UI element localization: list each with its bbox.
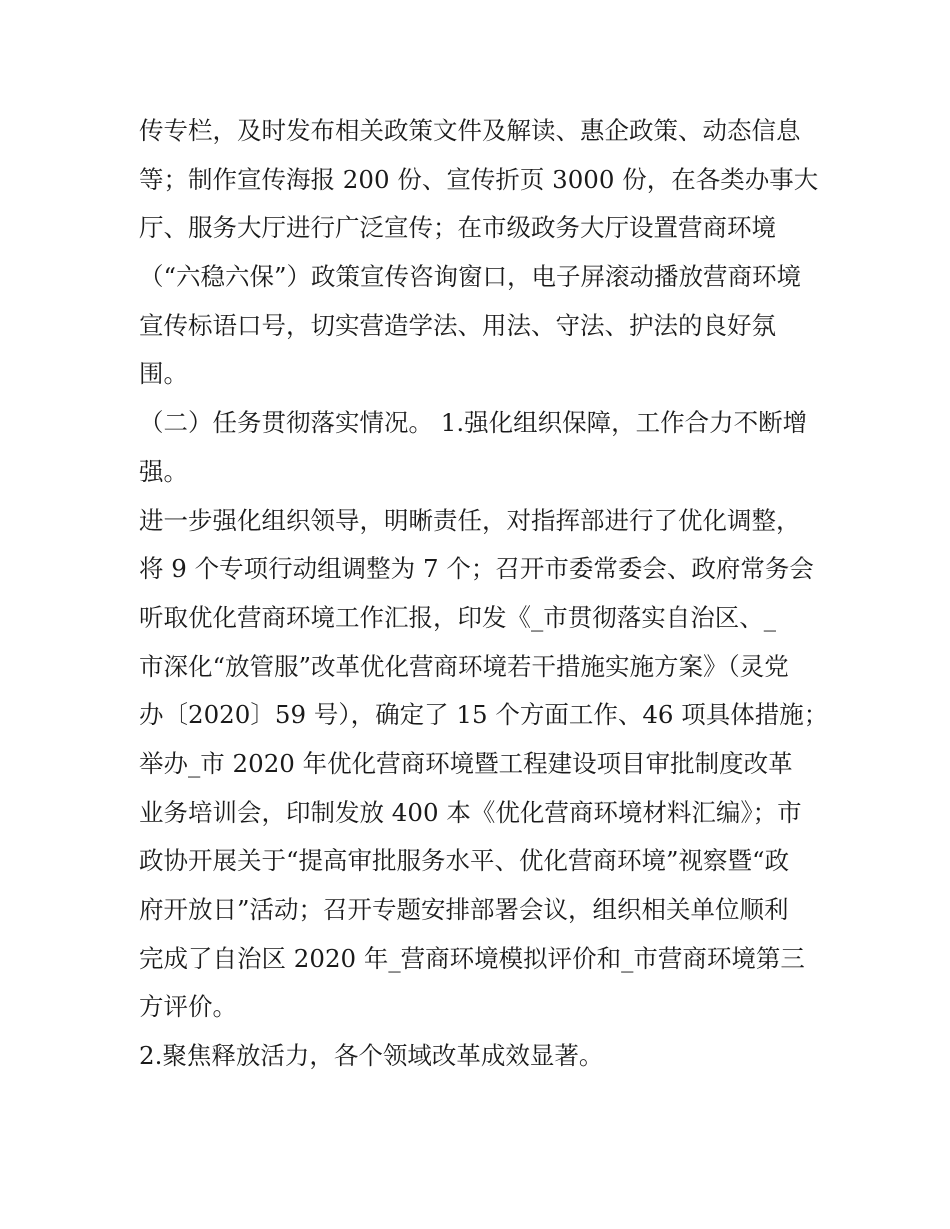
text-line: 围。 — [139, 359, 188, 389]
text-line: 听取优化营商环境工作汇报，印发《_市贯彻落实自治区、_ — [139, 602, 776, 632]
text-line: 传专栏，及时发布相关政策文件及解读、惠企政策、动态信息 — [139, 116, 801, 145]
text-line: 举办_市 2020 年优化营商环境暨工程建设项目审批制度改革 — [139, 748, 793, 778]
text-line: 宣传标语口号，切实营造学法、用法、守法、护法的良好氛 — [139, 310, 776, 340]
section-heading: （二）任务贯彻落实情况。 1.强化组织保障，工作合力不断增 — [139, 408, 808, 438]
text-line: 业务培训会，印制发放 400 本《优化营商环境材料汇编》；市 — [139, 797, 802, 827]
section-heading: 2.聚焦释放活力，各个领域改革成效显著。 — [139, 1041, 604, 1071]
text-line: 等；制作宣传海报 200 份、宣传折页 3000 份，在各类办事大 — [139, 164, 819, 194]
section-heading: 强。 — [139, 456, 188, 486]
text-line: 厅、服务大厅进行广泛宣传；在市级政务大厅设置营商环境 — [139, 213, 776, 243]
text-line: 将 9 个专项行动组调整为 7 个；召开市委常委会、政府常务会 — [139, 554, 814, 584]
text-line: 办〔2020〕59 号），确定了 15 个方面工作、46 项具体措施； — [139, 700, 829, 730]
text-line: 市深化“放管服”改革优化营商环境若干措施实施方案》（灵党 — [139, 651, 789, 681]
text-line: 进一步强化组织领导，明晰责任，对指挥部进行了优化调整， — [139, 505, 801, 535]
text-line: 府开放日”活动；召开专题安排部署会议，组织相关单位顺利 — [139, 895, 789, 924]
text-line: （“六稳六保”）政策宣传咨询窗口，电子屏滚动播放营商环境 — [139, 262, 802, 292]
text-line: 完成了自治区 2020 年_营商环境模拟评价和_市营商环境第三 — [139, 943, 805, 973]
body-text — [139, 107, 829, 1081]
text-line: 方评价。 — [139, 992, 237, 1022]
text-line: 政协开展关于“提高审批服务水平、优化营商环境”视察暨“政 — [139, 846, 790, 876]
